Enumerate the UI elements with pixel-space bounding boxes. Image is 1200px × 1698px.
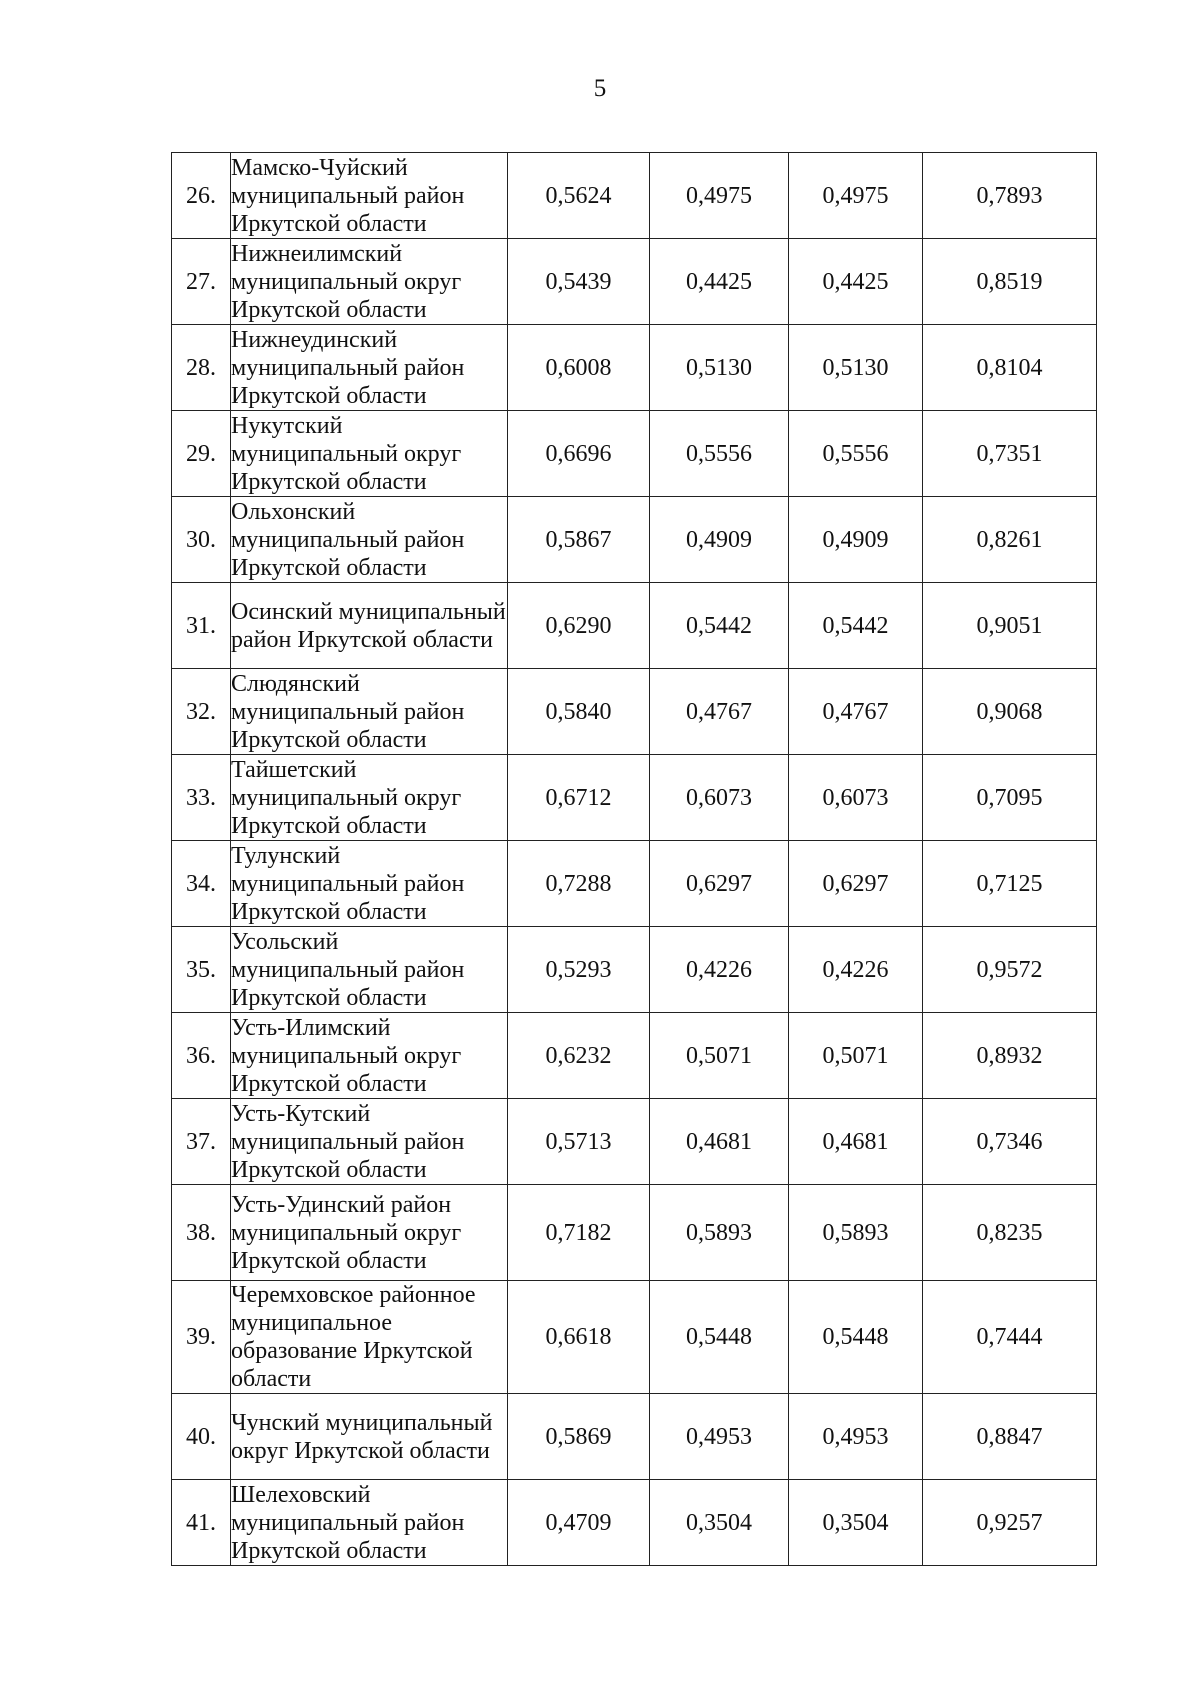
value-cell: 0,3504: [789, 1480, 923, 1566]
table-row: [172, 1013, 1097, 1099]
value-cell: 0,5442: [650, 583, 789, 669]
municipality-name: Нукутский муниципальный округ Иркутской области: [231, 411, 508, 497]
value-cell: 0,9572: [923, 927, 1097, 1013]
row-number: 41.: [172, 1480, 231, 1566]
value-cell: 0,4909: [789, 497, 923, 583]
value-cell: 0,4425: [650, 239, 789, 325]
row-number: 35.: [172, 927, 231, 1013]
table-row: [172, 1281, 1097, 1394]
municipality-name: Усть-Илимский муниципальный округ Иркутской области: [231, 1013, 508, 1099]
municipality-name: Слюдянский муниципальный район Иркутской области: [231, 669, 508, 755]
value-cell: 0,5071: [789, 1013, 923, 1099]
municipality-name: Усть-Кутский муниципальный район Иркутской области: [231, 1099, 508, 1185]
value-cell: 0,4767: [789, 669, 923, 755]
table-row: [172, 1099, 1097, 1185]
municipality-name: Чунский муниципальный округ Иркутской области: [231, 1394, 508, 1480]
table-row: [172, 669, 1097, 755]
value-cell: 0,3504: [650, 1480, 789, 1566]
page-number: 5: [593, 75, 607, 102]
value-cell: 0,4767: [650, 669, 789, 755]
table-row: [172, 325, 1097, 411]
value-cell: 0,6073: [789, 755, 923, 841]
table-row: [172, 1480, 1097, 1566]
value-cell: 0,5624: [508, 153, 650, 239]
value-cell: 0,5556: [789, 411, 923, 497]
value-cell: 0,8261: [923, 497, 1097, 583]
value-cell: 0,4681: [650, 1099, 789, 1185]
value-cell: 0,5130: [650, 325, 789, 411]
municipality-name: Тулунский муниципальный район Иркутской области: [231, 841, 508, 927]
value-cell: 0,5130: [789, 325, 923, 411]
value-cell: 0,5840: [508, 669, 650, 755]
value-cell: 0,8847: [923, 1394, 1097, 1480]
value-cell: 0,4226: [789, 927, 923, 1013]
value-cell: 0,4953: [650, 1394, 789, 1480]
row-number: 30.: [172, 497, 231, 583]
table-row: [172, 755, 1097, 841]
municipality-name: Черемховское районное муниципальное образование Иркутской области: [231, 1281, 508, 1394]
table-row: [172, 1185, 1097, 1281]
row-number: 32.: [172, 669, 231, 755]
value-cell: 0,9051: [923, 583, 1097, 669]
municipality-name: Нижнеилимский муниципальный округ Иркутской области: [231, 239, 508, 325]
municipality-name: Ольхонский муниципальный район Иркутской области: [231, 497, 508, 583]
value-cell: 0,8932: [923, 1013, 1097, 1099]
value-cell: 0,5293: [508, 927, 650, 1013]
row-number: 26.: [172, 153, 231, 239]
value-cell: 0,6073: [650, 755, 789, 841]
table-row: [172, 841, 1097, 927]
value-cell: 0,5442: [789, 583, 923, 669]
row-number: 40.: [172, 1394, 231, 1480]
value-cell: 0,9068: [923, 669, 1097, 755]
value-cell: 0,5448: [650, 1281, 789, 1394]
table-row: [172, 411, 1097, 497]
value-cell: 0,4709: [508, 1480, 650, 1566]
row-number: 39.: [172, 1281, 231, 1394]
value-cell: 0,5893: [650, 1185, 789, 1281]
value-cell: 0,6618: [508, 1281, 650, 1394]
value-cell: 0,7893: [923, 153, 1097, 239]
value-cell: 0,4975: [789, 153, 923, 239]
value-cell: 0,7351: [923, 411, 1097, 497]
row-number: 31.: [172, 583, 231, 669]
row-number: 33.: [172, 755, 231, 841]
value-cell: 0,7288: [508, 841, 650, 927]
municipality-name: Нижнеудинский муниципальный район Иркутской области: [231, 325, 508, 411]
value-cell: 0,5071: [650, 1013, 789, 1099]
row-number: 37.: [172, 1099, 231, 1185]
table-row: [172, 497, 1097, 583]
value-cell: 0,6232: [508, 1013, 650, 1099]
municipality-name: Осинский муниципальный район Иркутской области: [231, 583, 508, 669]
value-cell: 0,5439: [508, 239, 650, 325]
municipality-name: Тайшетский муниципальный округ Иркутской области: [231, 755, 508, 841]
value-cell: 0,6696: [508, 411, 650, 497]
value-cell: 0,6008: [508, 325, 650, 411]
data-table: [171, 152, 1097, 1566]
row-number: 29.: [172, 411, 231, 497]
value-cell: 0,4909: [650, 497, 789, 583]
municipality-name: Мамско-Чуйский муниципальный район Иркутской области: [231, 153, 508, 239]
value-cell: 0,6297: [789, 841, 923, 927]
value-cell: 0,5713: [508, 1099, 650, 1185]
value-cell: 0,7346: [923, 1099, 1097, 1185]
value-cell: 0,5893: [789, 1185, 923, 1281]
row-number: 34.: [172, 841, 231, 927]
value-cell: 0,8235: [923, 1185, 1097, 1281]
value-cell: 0,7095: [923, 755, 1097, 841]
value-cell: 0,4681: [789, 1099, 923, 1185]
row-number: 36.: [172, 1013, 231, 1099]
value-cell: 0,7125: [923, 841, 1097, 927]
value-cell: 0,7182: [508, 1185, 650, 1281]
value-cell: 0,4975: [650, 153, 789, 239]
value-cell: 0,4953: [789, 1394, 923, 1480]
table-row: [172, 583, 1097, 669]
value-cell: 0,5869: [508, 1394, 650, 1480]
row-number: 27.: [172, 239, 231, 325]
row-number: 38.: [172, 1185, 231, 1281]
value-cell: 0,4425: [789, 239, 923, 325]
municipality-name: Шелеховский муниципальный район Иркутской области: [231, 1480, 508, 1566]
value-cell: 0,6290: [508, 583, 650, 669]
value-cell: 0,9257: [923, 1480, 1097, 1566]
municipality-name: Усольский муниципальный район Иркутской области: [231, 927, 508, 1013]
value-cell: 0,6712: [508, 755, 650, 841]
value-cell: 0,7444: [923, 1281, 1097, 1394]
table-row: [172, 153, 1097, 239]
table-row: [172, 927, 1097, 1013]
row-number: 28.: [172, 325, 231, 411]
value-cell: 0,6297: [650, 841, 789, 927]
value-cell: 0,5448: [789, 1281, 923, 1394]
value-cell: 0,5867: [508, 497, 650, 583]
table-row: [172, 1394, 1097, 1480]
value-cell: 0,5556: [650, 411, 789, 497]
table-row: [172, 239, 1097, 325]
municipality-name: Усть-Удинский район муниципальный округ Иркутской области: [231, 1185, 508, 1281]
value-cell: 0,8104: [923, 325, 1097, 411]
value-cell: 0,8519: [923, 239, 1097, 325]
value-cell: 0,4226: [650, 927, 789, 1013]
